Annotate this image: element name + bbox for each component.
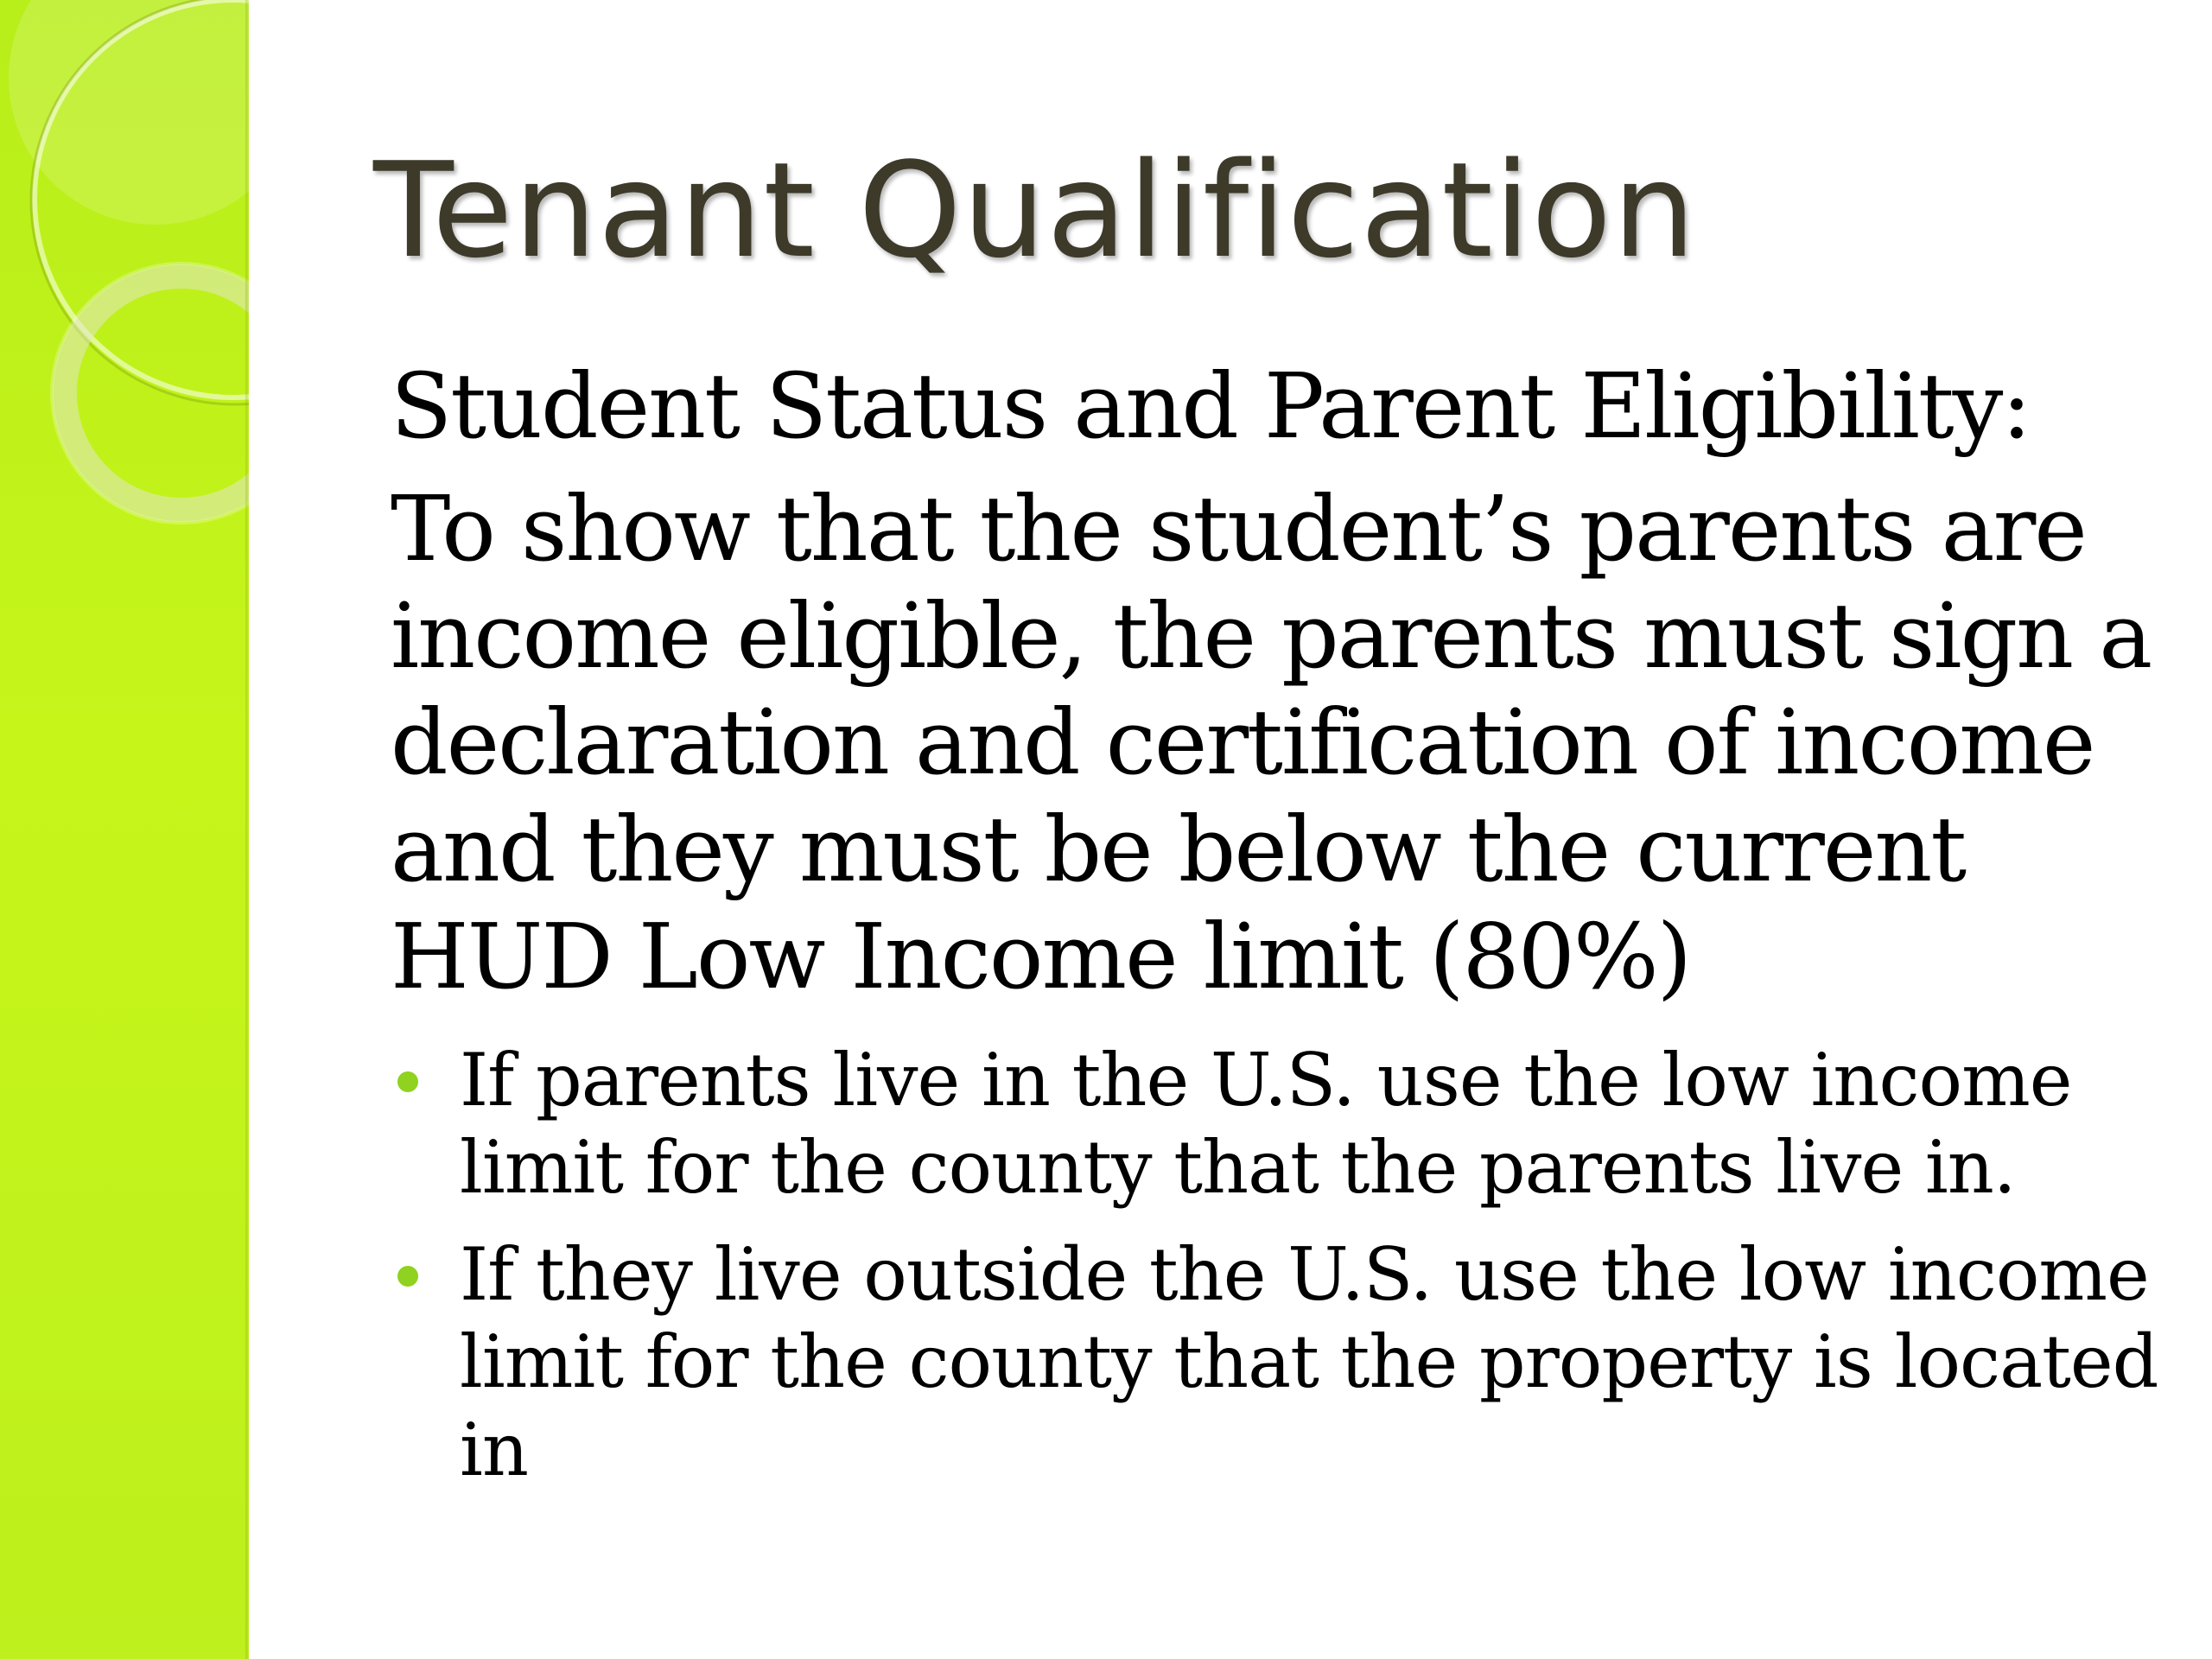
- ring-circles-decoration: [0, 0, 249, 605]
- green-dot-icon: [397, 1071, 418, 1092]
- bullet-text: If parents live in the U.S. use the low income limit for the county that the parents live in.: [460, 1037, 2072, 1211]
- bullet-list: [391, 1037, 2171, 1495]
- body-paragraph: To show that the student’s parents are income eligible, the parents must sign a declaration and certification of income and they must be below the current HUD Low Income limit (80%): [391, 475, 2152, 1009]
- sidebar-edge-shadow: [245, 0, 249, 1659]
- slide-content: [391, 353, 2171, 1514]
- list-item: [391, 1231, 2171, 1495]
- section-subheading: Student Status and Parent Eligibility:: [391, 353, 2031, 459]
- sidebar-accent-panel: [0, 0, 249, 1659]
- slide-title: Tenant Qualification: [373, 134, 1697, 287]
- green-dot-icon: [397, 1266, 418, 1287]
- list-item: [391, 1037, 2171, 1212]
- bullet-text: If they live outside the U.S. use the low income limit for the county that the property is located in: [460, 1231, 2158, 1493]
